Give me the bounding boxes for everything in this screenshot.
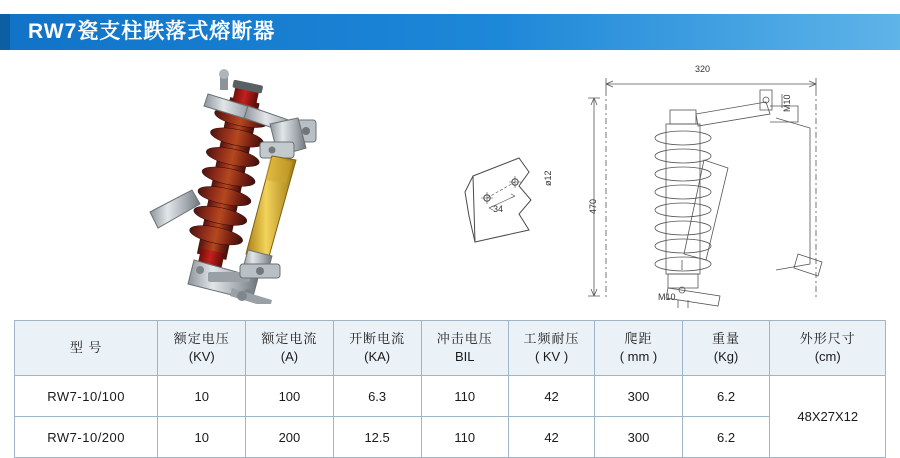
col-header-bil: 冲击电压 BIL — [421, 321, 508, 376]
page-header — [0, 14, 900, 50]
table-header-row — [15, 321, 886, 376]
cell-rated-current: 100 — [246, 376, 333, 417]
cell-model: RW7-10/100 — [15, 376, 158, 417]
cell-bil: 110 — [421, 417, 508, 458]
cell-weight: 6.2 — [682, 376, 770, 417]
col-header-rated-current: 额定电流 (A) — [246, 321, 333, 376]
cell-rated-voltage: 10 — [158, 417, 246, 458]
bracket-dim-34: 34 — [493, 204, 504, 214]
col-header-power-frequency-withstand: 工频耐压 ( KV ) — [508, 321, 595, 376]
header-accent-bar — [0, 14, 10, 50]
col-header-breaking-current: 开断电流 (KA) — [333, 321, 421, 376]
bracket-dim-diameter12: ø12 — [543, 170, 553, 186]
col-header-dimensions: 外形尺寸 (cm) — [770, 321, 886, 376]
assembly-thread-bottom-m10: M10 — [658, 292, 676, 302]
cell-breaking-current: 6.3 — [333, 376, 421, 417]
col-header-creepage: 爬距 ( mm ) — [595, 321, 682, 376]
figure-area — [0, 56, 900, 314]
cell-dimensions: 48X27X12 — [770, 376, 886, 458]
table-row — [15, 417, 886, 458]
col-header-weight: 重量 (Kg) — [682, 321, 770, 376]
table-body — [15, 376, 886, 458]
table-row — [15, 376, 886, 417]
col-header-rated-voltage: 额定电压 (KV) — [158, 321, 246, 376]
cell-creepage: 300 — [595, 417, 682, 458]
assembly-line-drawing — [570, 64, 890, 308]
cell-power-frequency-withstand: 42 — [508, 376, 595, 417]
assembly-dim-height: 470 — [588, 198, 598, 214]
page-title: RW7瓷支柱跌落式熔断器 — [28, 20, 276, 43]
cell-rated-current: 200 — [246, 417, 333, 458]
table-header — [15, 321, 886, 376]
cell-bil: 110 — [421, 376, 508, 417]
cell-creepage: 300 — [595, 376, 682, 417]
fuse-cutout-product-photo — [120, 64, 410, 304]
bracket-line-drawing — [455, 146, 575, 256]
specification-table — [14, 320, 886, 458]
cell-power-frequency-withstand: 42 — [508, 417, 595, 458]
col-header-model: 型 号 — [15, 321, 158, 376]
cell-rated-voltage: 10 — [158, 376, 246, 417]
cell-weight: 6.2 — [682, 417, 770, 458]
assembly-thread-top-m10: M10 — [782, 94, 792, 112]
assembly-dim-width: 320 — [695, 64, 711, 74]
cell-model: RW7-10/200 — [15, 417, 158, 458]
cell-breaking-current: 12.5 — [333, 417, 421, 458]
